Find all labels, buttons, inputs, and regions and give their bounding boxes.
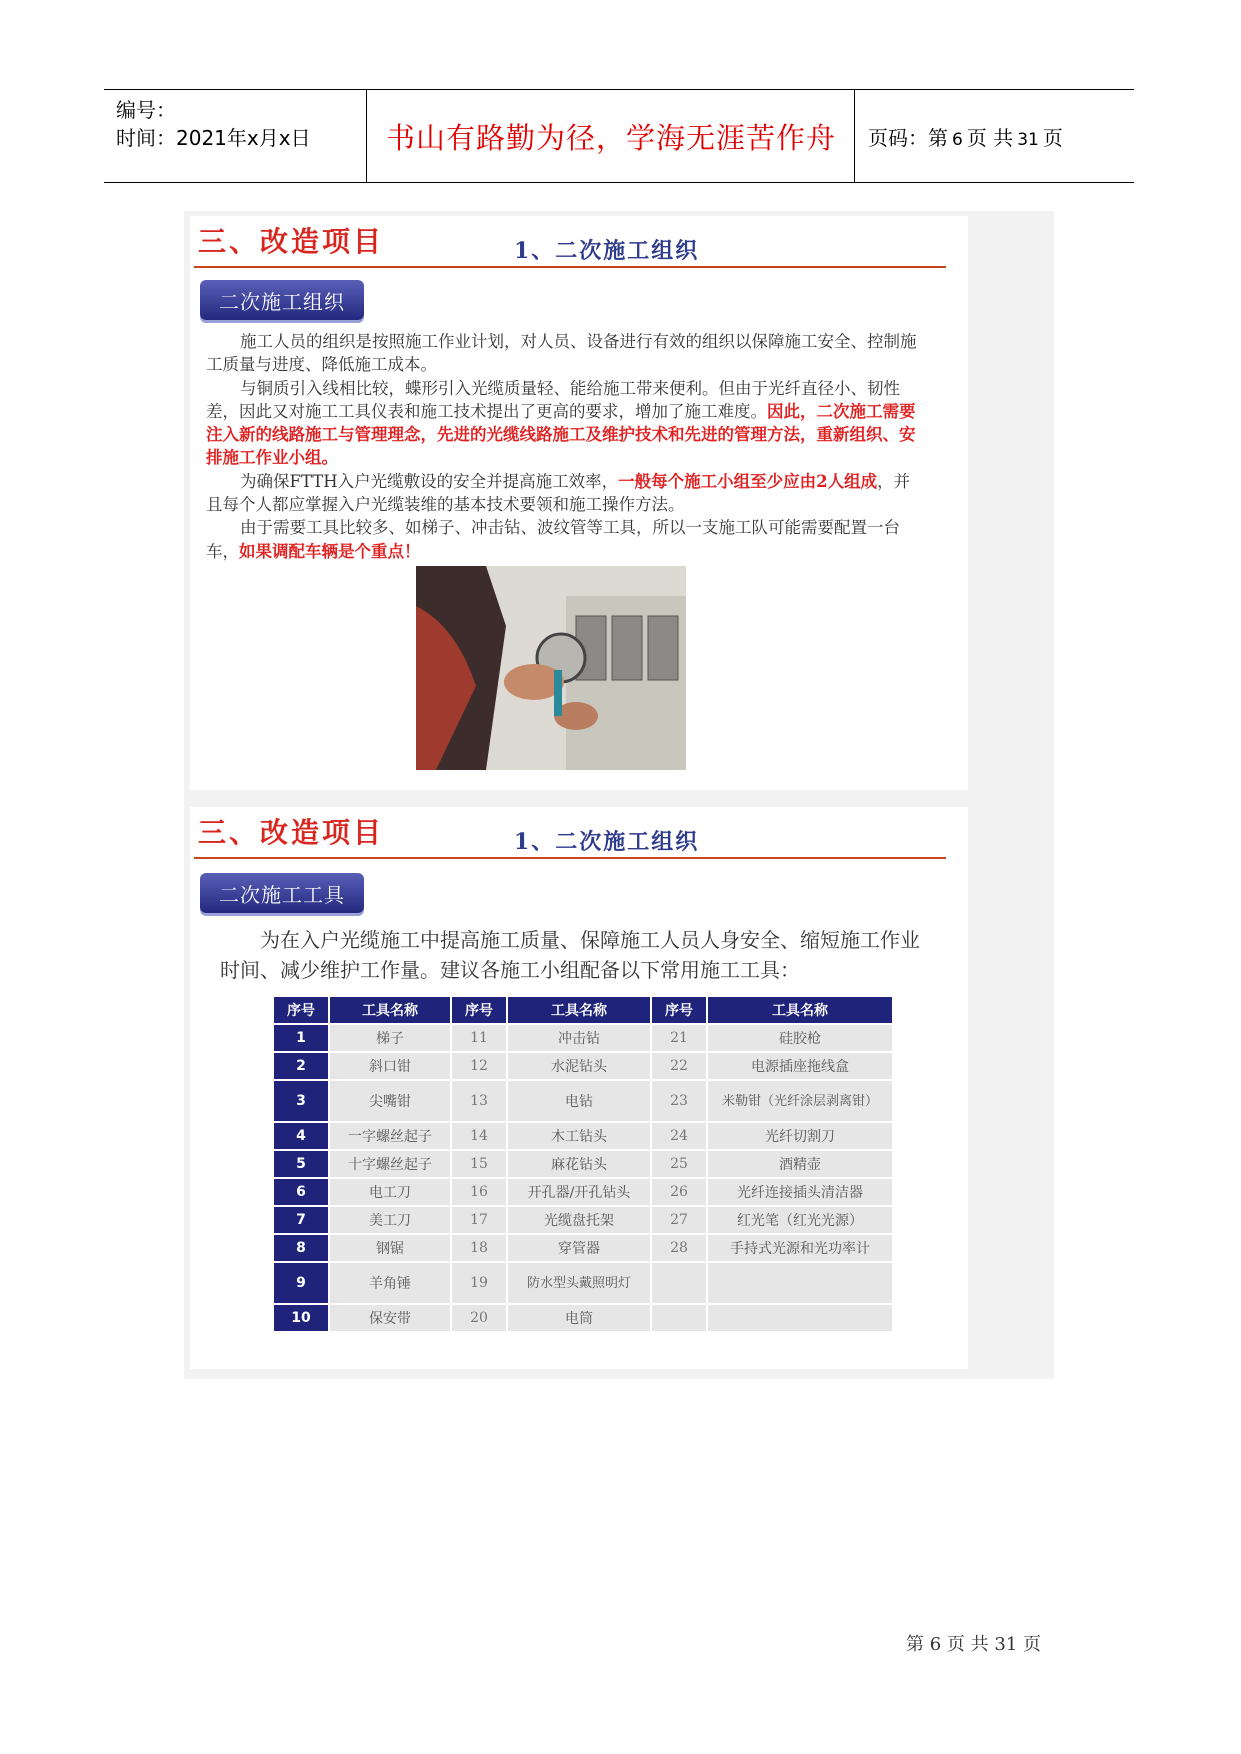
slide-construction-organization	[190, 216, 968, 790]
page-prefix: 页码：第	[868, 125, 948, 150]
tool-index: 20	[452, 1305, 506, 1331]
row-index: 4	[274, 1123, 328, 1149]
header-index: 序号	[274, 997, 328, 1023]
tool-index: 18	[452, 1235, 506, 1261]
slide-title: 三、改造项目	[198, 225, 385, 258]
table-row	[274, 1263, 892, 1303]
tool-index: 23	[652, 1081, 706, 1121]
slide-subtitle: 1、二次施工组织	[514, 829, 700, 855]
row-index: 2	[274, 1053, 328, 1079]
footer-suffix: 页	[1023, 1634, 1042, 1655]
tools-intro-text: 为在入户光缆施工中提高施工质量、保障施工人员人身安全、缩短施工作业时间、减少维护工作量。建议各施工小组配备以下常用施工工具：	[220, 928, 920, 982]
tools-table-header	[274, 997, 892, 1023]
row-index: 6	[274, 1179, 328, 1205]
tool-name: 冲击钻	[508, 1025, 650, 1051]
tool-index: 26	[652, 1179, 706, 1205]
table-row	[274, 1151, 892, 1177]
page-header	[104, 89, 1134, 183]
tool-name: 一字螺丝起子	[330, 1123, 450, 1149]
document-number-label: 编号：	[116, 98, 176, 122]
paragraph-3-text: 为确保FTTH入户光缆敷设的安全并提高施工效率，	[240, 471, 619, 491]
page-counter	[868, 122, 1063, 151]
tool-index: 24	[652, 1123, 706, 1149]
tool-name: 光缆盘托架	[508, 1207, 650, 1233]
table-row	[274, 1081, 892, 1121]
table-row	[274, 1235, 892, 1261]
title-divider	[194, 266, 946, 268]
row-index: 3	[274, 1081, 328, 1121]
footer-total-pages: 31	[994, 1634, 1018, 1655]
tool-name: 尖嘴钳	[330, 1081, 450, 1121]
slide-subtitle: 1、二次施工组织	[514, 238, 700, 264]
tool-name: 梯子	[330, 1025, 450, 1051]
empty-cell	[708, 1305, 892, 1331]
tool-index: 19	[452, 1263, 506, 1303]
header-tool-name: 工具名称	[330, 997, 450, 1023]
paragraph-2	[206, 377, 922, 470]
tool-name: 电工刀	[330, 1179, 450, 1205]
slide-construction-tools	[190, 807, 968, 1369]
motto-text: 书山有路勤为径，学海无涯苦作舟	[385, 120, 836, 155]
tool-name: 麻花钻头	[508, 1151, 650, 1177]
paragraph-3-text-end: ，并且每个人都应掌握入户光缆装维的基本技术要领和施工操作方法。	[206, 471, 911, 515]
footer-mid: 页 共	[946, 1634, 989, 1655]
tool-name: 美工刀	[330, 1207, 450, 1233]
paragraph-2-text: 与铜质引入线相比较，蝶形引入光缆质量轻、能给施工带来便利。但由于光纤直径小、韧性差，因此又对施工工具仪表和施工技术提出了更高的要求，增加了施工难度。	[206, 378, 900, 421]
page-mid: 页 共	[966, 125, 1014, 150]
tool-name: 十字螺丝起子	[330, 1151, 450, 1177]
header-motto-cell	[368, 90, 855, 182]
tool-name: 木工钻头	[508, 1123, 650, 1149]
header-index: 序号	[452, 997, 506, 1023]
tool-index: 12	[452, 1053, 506, 1079]
header-tool-name: 工具名称	[708, 997, 892, 1023]
tool-name: 穿管器	[508, 1235, 650, 1261]
table-row	[274, 1025, 892, 1051]
tool-index: 16	[452, 1179, 506, 1205]
tool-name: 光纤切割刀	[708, 1123, 892, 1149]
paragraph-4-text: 由于需要工具比较多、如梯子、冲击钻、波纹管等工具，所以一支施工队可能需要配置一台车，	[206, 518, 900, 561]
header-tool-name: 工具名称	[508, 997, 650, 1023]
page-suffix: 页	[1042, 125, 1063, 150]
slide-title: 三、改造项目	[198, 816, 385, 849]
tool-index: 11	[452, 1025, 506, 1051]
tool-name: 钢锯	[330, 1235, 450, 1261]
tool-name: 羊角锤	[330, 1263, 450, 1303]
paragraph-4	[206, 516, 922, 563]
tool-index: 22	[652, 1053, 706, 1079]
paragraph-1: 施工人员的组织是按照施工作业计划，对人员、设备进行有效的组织以保障施工安全、控制施工质量与进度、降低施工成本。	[206, 332, 917, 375]
tool-name: 开孔器/开孔钻头	[508, 1179, 650, 1205]
tool-name: 酒精壶	[708, 1151, 892, 1177]
header-info-cell	[104, 90, 367, 182]
tool-index: 17	[452, 1207, 506, 1233]
empty-cell	[708, 1263, 892, 1303]
technician-photo	[416, 566, 686, 770]
table-row	[274, 1053, 892, 1079]
document-time-label: 时间：2021年x月x日	[116, 126, 311, 150]
empty-cell	[652, 1263, 706, 1303]
paragraph-2-highlight: 因此，二次施工需要注入新的线路施工与管理理念，先进的光缆线路施工及维护技术和先进的管理方法，重新组织、安排施工作业小组。	[206, 401, 916, 468]
tool-name: 米勒钳（光纤涂层剥离钳）	[708, 1081, 892, 1121]
tool-name: 硅胶枪	[708, 1025, 892, 1051]
page-current: 6	[952, 129, 963, 150]
page-footer	[906, 1630, 1041, 1656]
paragraph-3-highlight: 一般每个施工小组至少应由2人组成	[618, 471, 878, 491]
header-index: 序号	[652, 997, 706, 1023]
slide-body-text	[206, 330, 922, 563]
table-row	[274, 1123, 892, 1149]
tool-index: 21	[652, 1025, 706, 1051]
tool-name: 保安带	[330, 1305, 450, 1331]
table-row	[274, 1207, 892, 1233]
row-index: 5	[274, 1151, 328, 1177]
header-page-cell	[856, 90, 1134, 182]
tool-name: 电源插座拖线盒	[708, 1053, 892, 1079]
tool-name: 光纤连接插头清洁器	[708, 1179, 892, 1205]
tool-name: 红光笔（红光光源）	[708, 1207, 892, 1233]
tool-index: 25	[652, 1151, 706, 1177]
tool-name: 水泥钻头	[508, 1053, 650, 1079]
table-row	[274, 1305, 892, 1331]
title-divider	[194, 857, 946, 859]
row-index: 9	[274, 1263, 328, 1303]
tools-table	[272, 995, 894, 1333]
footer-current-page: 6	[929, 1634, 942, 1655]
tool-index: 28	[652, 1235, 706, 1261]
table-row	[274, 1179, 892, 1205]
tool-name: 电筒	[508, 1305, 650, 1331]
row-index: 10	[274, 1305, 328, 1331]
page-total: 31	[1017, 129, 1039, 150]
tool-name: 手持式光源和光功率计	[708, 1235, 892, 1261]
footer-prefix: 第	[906, 1634, 924, 1655]
row-index: 8	[274, 1235, 328, 1261]
tool-index: 15	[452, 1151, 506, 1177]
tool-index: 27	[652, 1207, 706, 1233]
empty-cell	[652, 1305, 706, 1331]
tool-name: 电钻	[508, 1081, 650, 1121]
section-badge: 二次施工组织	[200, 280, 364, 320]
tool-index: 13	[452, 1081, 506, 1121]
tool-index: 14	[452, 1123, 506, 1149]
section-badge: 二次施工工具	[200, 873, 364, 913]
technician-photo-illustration	[416, 566, 686, 770]
row-index: 1	[274, 1025, 328, 1051]
tool-name: 防水型头戴照明灯	[508, 1263, 650, 1303]
paragraph-3	[206, 470, 922, 517]
row-index: 7	[274, 1207, 328, 1233]
paragraph-4-highlight: 如果调配车辆是个重点！	[239, 541, 421, 561]
tool-name: 斜口钳	[330, 1053, 450, 1079]
